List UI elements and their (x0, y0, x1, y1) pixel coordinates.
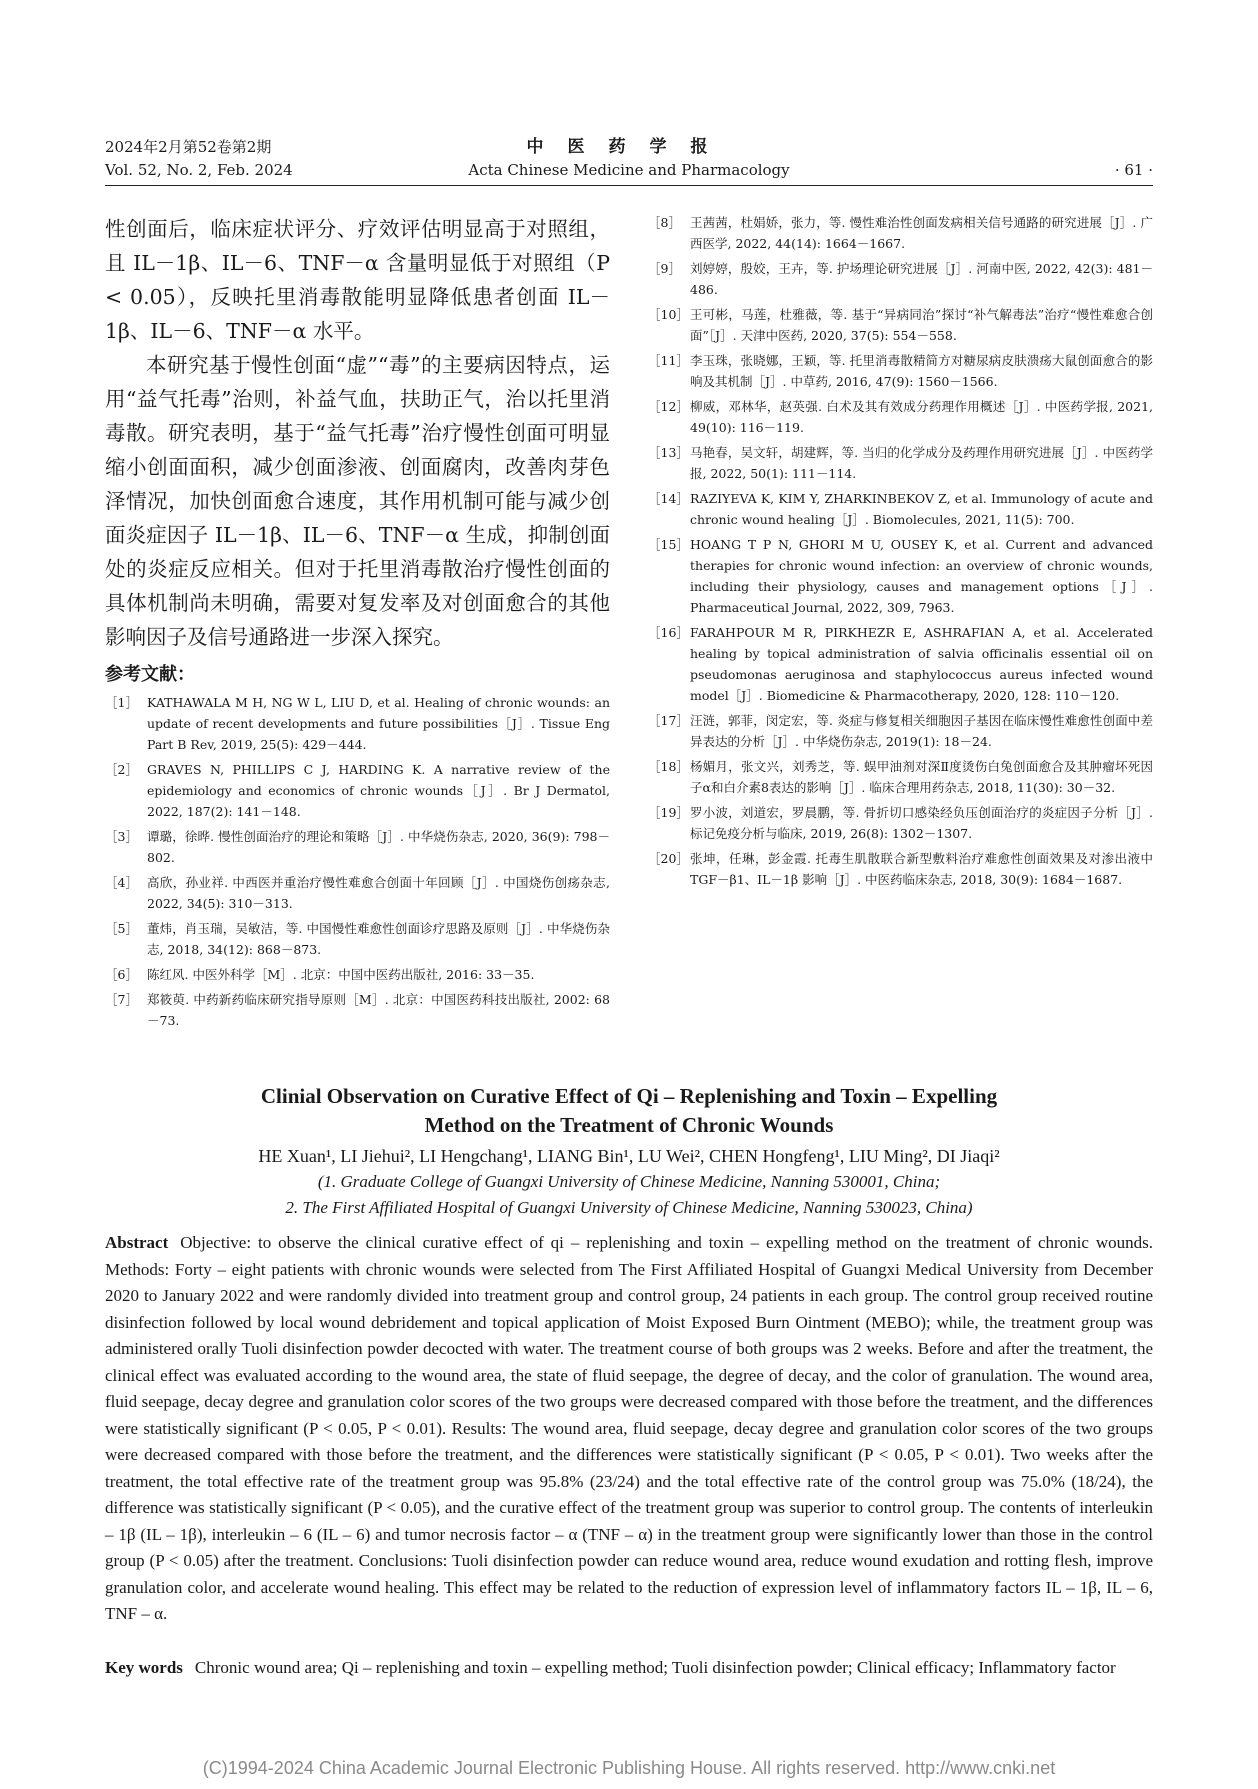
reference-text: 马艳春，吴文轩，胡建辉，等. 当归的化学成分及药理作用研究进展［J］. 中医药学报, 2022, 50(1): 111－114. (690, 445, 1153, 481)
reference-item (105, 918, 610, 960)
reference-number: ［10］ (648, 307, 689, 322)
reference-item (648, 848, 1153, 890)
reference-number: ［19］ (648, 805, 689, 820)
keywords-text: Chronic wound area; Qi – replenishing and toxin – expelling method; Tuoli disinfection powder; Clinical efficacy; Inflammatory factor (194, 1658, 1116, 1677)
reference-item (105, 826, 610, 868)
reference-item (105, 759, 610, 822)
reference-number: ［6］ (105, 967, 138, 982)
abstract (105, 1230, 1153, 1628)
reference-number: ［14］ (648, 491, 689, 506)
journal-name-en: Acta Chinese Medicine and Pharmacology (468, 161, 790, 179)
journal-name-zh: 中医药学报 (526, 137, 732, 157)
abstract-text: Objective: to observe the clinical curative effect of qi – replenishing and toxin – expelling method on the treatment of chronic wounds. Methods: Forty – eight patients with chronic wounds were selected from The First Affiliated Hospital of Guangxi Medical University from December 2020 to January 2022 and were randomly divided into treatment group and control group, 24 patients in each group. The control group received routine disinfection followed by local wound debridement and topical application of Moist Exposed Burn Ointment (MEBO); while, the treatment group was administered orally Tuoli disinfection powder decocted with water. The treatment course of both groups was 2 weeks. Before and after the treatment, the clinical effect was evaluated according to the wound area, the state of fluid seepage, the degree of decay, and the color of granulation. The wound area, fluid seepage, decay degree and granulation color scores of the two groups were decreased compared with those before the treatment, and the differences were statistically significant (P < 0.05, P < 0.01). Results: The wound area, fluid seepage, decay degree and granulation color scores of the two groups were decreased compared with those before the treatment, and the differences were statistically significant (P < 0.05, P < 0.01). Two weeks after the treatment, the total effective rate of the treatment group was 95.8% (23/24) and the total effective rate of the control group was 75.0% (18/24), the difference was statistically significant (P < 0.05), and the curative effect of the treatment group was superior to control group. The contents of interleukin – 1β (IL – 1β), interleukin – 6 (IL – 6) and tumor necrosis factor – α (TNF – α) in the treatment group were significantly lower than those in the control group (P < 0.05) after the treatment. Conclusions: Tuoli disinfection powder can reduce wound area, reduce wound exudation and rotting flesh, improve granulation color, and accelerate wound healing. This effect may be related to the reduction of expression level of inflammatory factors IL – 1β, IL – 6, TNF – α. (105, 1233, 1153, 1623)
reference-item (648, 304, 1153, 346)
reference-item (105, 692, 610, 755)
affiliation-2: 2. The First Affiliated Hospital of Guangxi University of Chinese Medicine, Nanning 530023, China) (285, 1198, 973, 1217)
reference-number: ［8］ (648, 215, 681, 230)
reference-number: ［20］ (648, 851, 689, 866)
reference-list (648, 212, 1153, 890)
reference-text: 高欣，孙业祥. 中西医并重治疗慢性难愈合创面十年回顾［J］. 中国烧伤创疡杂志, 2022, 34(5): 310－313. (147, 875, 610, 911)
issue-zh: 2024年2月第52卷第2期 (105, 138, 272, 156)
body-paragraph: 性创面后，临床症状评分、疗效评估明显高于对照组，且 IL－1β、IL－6、TNF－α 含量明显低于对照组（P < 0.05），反映托里消毒散能明显降低患者创面 IL－1β、IL－6、TNF－α 水平。 (105, 217, 610, 343)
reference-text: RAZIYEVA K, KIM Y, ZHARKINBEKOV Z, et al. Immunology of acute and chronic wound healing［J］. Biomolecules, 2021, 11(5): 700. (690, 491, 1153, 527)
reference-number: ［16］ (648, 625, 689, 640)
english-authors: HE Xuan¹, LI Jiehui², LI Hengchang¹, LIANG Bin¹, LU Wei², CHEN Hongfeng¹, LIU Ming², DI Jiaqi² (258, 1146, 1000, 1166)
reference-text: 谭璐，徐晔. 慢性创面治疗的理论和策略［J］. 中华烧伤杂志, 2020, 36(9): 798－802. (147, 829, 610, 865)
reference-number: ［4］ (105, 875, 138, 890)
reference-number: ［9］ (648, 261, 681, 276)
abstract-label: Abstract (105, 1233, 169, 1252)
reference-number: ［18］ (648, 759, 689, 774)
header-rule (105, 185, 1153, 186)
reference-number: ［5］ (105, 921, 138, 936)
reference-text: 李玉珠，张晓娜，王颖，等. 托里消毒散精简方对糖尿病皮肤溃疡大鼠创面愈合的影响及其机制［J］. 中草药, 2016, 47(9): 1560－1566. (690, 353, 1153, 389)
reference-number: ［7］ (105, 992, 138, 1007)
reference-item (648, 350, 1153, 392)
reference-number: ［3］ (105, 829, 138, 844)
reference-item (648, 258, 1153, 300)
reference-number: ［13］ (648, 445, 689, 460)
left-column (105, 212, 610, 1035)
reference-number: ［1］ (105, 695, 138, 710)
reference-text: 罗小波，刘道宏，罗晨鹏，等. 骨折切口感染经负压创面治疗的炎症因子分析［J］. 标记免疫分析与临床, 2019, 26(8): 1302－1307. (690, 805, 1153, 841)
reference-text: GRAVES N, PHILLIPS C J, HARDING K. A narrative review of the epidemiology and economics of chronic wounds［J］. Br J Dermatol, 2022, 187(2): 141－148. (147, 762, 610, 819)
reference-item (648, 488, 1153, 530)
body-paragraph: 本研究基于慢性创面“虚”“毒”的主要病因特点，运用“益气托毒”治则，补益气血，扶助正气，治以托里消毒散。研究表明，基于“益气托毒”治疗慢性创面可明显缩小创面面积，减少创面渗液、创面腐肉，改善肉芽色泽情况，加快创面愈合速度，其作用机制可能与减少创面炎症因子 IL－1β、IL－6、TNF－α 生成，抑制创面处的炎症反应相关。但对于托里消毒散治疗慢性创面的具体机制尚未明确，需要对复发率及对创面愈合的其他影响因子及信号通路进一步深入探究。 (105, 353, 610, 649)
reference-text: HOANG T P N, GHORI M U, OUSEY K, et al. Current and advanced therapies for chronic wound infection: an overview of chronic wounds, including their physiology, causes and management options［J］. Pharmaceutical Journal, 2022, 309, 7963. (690, 537, 1153, 615)
reference-list (105, 692, 610, 1031)
reference-item (648, 622, 1153, 706)
reference-text: 刘婷婷，殷姣，王卉，等. 护场理论研究进展［J］. 河南中医, 2022, 42(3): 481－486. (690, 261, 1153, 297)
keywords (105, 1655, 1153, 1682)
reference-item (648, 710, 1153, 752)
reference-number: ［15］ (648, 537, 689, 552)
reference-item (648, 802, 1153, 844)
copyright-footer: (C)1994-2024 China Academic Journal Electronic Publishing House. All rights reserved. http://www.cnki.net (202, 1758, 1056, 1778)
reference-text: 汪涟，郭菲，闵定宏，等. 炎症与修复相关细胞因子基因在临床慢性难愈性创面中差异表达的分析［J］. 中华烧伤杂志, 2019(1): 18－24. (690, 713, 1153, 749)
reference-text: 王茜茜，杜娟娇，张力，等. 慢性难治性创面发病相关信号通路的研究进展［J］. 广西医学, 2022, 44(14): 1664－1667. (690, 215, 1153, 251)
reference-text: 郑筱萸. 中药新药临床研究指导原则［M］. 北京：中国医药科技出版社, 2002: 68－73. (147, 992, 610, 1028)
reference-text: FARAHPOUR M R, PIRKHEZR E, ASHRAFIAN A, et al. Accelerated healing by topical administration of salvia officinalis essential oil on pseudomonas aeruginosa and staphylococcus aureus infected wound model［J］. Biomedicine & Pharmacotherapy, 2020, 128: 110－120. (690, 625, 1153, 703)
reference-number: ［12］ (648, 399, 689, 414)
english-title-line: Method on the Treatment of Chronic Wounds (424, 1113, 834, 1137)
reference-item (648, 212, 1153, 254)
reference-item (648, 442, 1153, 484)
reference-number: ［11］ (648, 353, 689, 368)
issue-en: Vol. 52, No. 2, Feb. 2024 (105, 161, 293, 179)
reference-item (105, 989, 610, 1031)
page-number: · 61 · (1114, 161, 1153, 179)
reference-text: 董炜，肖玉瑞，吴敏洁，等. 中国慢性难愈性创面诊疗思路及原则［J］. 中华烧伤杂志, 2018, 34(12): 868－873. (147, 921, 610, 957)
page-header (105, 134, 1153, 186)
english-title (105, 1082, 1153, 1140)
keywords-label: Key words (105, 1658, 183, 1677)
english-title-line: Clinial Observation on Curative Effect of Qi – Replenishing and Toxin – Expelling (260, 1084, 998, 1108)
reference-text: 张坤，任琳，彭金霞. 托毒生肌散联合新型敷料治疗难愈性创面效果及对渗出液中 TGF－β1、IL－1β 影响［J］. 中医药临床杂志, 2018, 30(9): 1684－1687. (690, 851, 1153, 887)
reference-item (648, 534, 1153, 618)
right-column (648, 212, 1153, 894)
reference-text: 陈红风. 中医外科学［M］. 北京：中国中医药出版社, 2016: 33－35. (147, 967, 535, 982)
reference-item (648, 396, 1153, 438)
reference-item (105, 964, 610, 985)
references-heading: 参考文献： (105, 664, 195, 685)
reference-text: 杨媚月，张文兴，刘秀芝，等. 蜈甲油剂对深Ⅱ度烫伤白兔创面愈合及其肿瘤坏死因子α和白介素8表达的影响［J］. 临床合理用药杂志, 2018, 11(30): 30－32. (690, 759, 1153, 795)
reference-text: 王可彬，马莲，杜雅薇，等. 基于“异病同治”探讨“补气解毒法”治疗“慢性难愈合创面”［J］. 天津中医药, 2020, 37(5): 554－558. (690, 307, 1153, 343)
affiliation-1: (1. Graduate College of Guangxi University of Chinese Medicine, Nanning 530001, China; (317, 1172, 941, 1191)
reference-text: KATHAWALA M H, NG W L, LIU D, et al. Healing of chronic wounds: an update of recent developments and future possibilities［J］. Tissue Eng Part B Rev, 2019, 25(5): 429－444. (147, 695, 610, 752)
reference-number: ［17］ (648, 713, 689, 728)
reference-item (105, 872, 610, 914)
reference-text: 柳威，邓林华，赵英强. 白术及其有效成分药理作用概述［J］. 中医药学报, 2021, 49(10): 116－119. (690, 399, 1153, 435)
journal-name (105, 136, 1153, 182)
reference-number: ［2］ (105, 762, 138, 777)
reference-item (648, 756, 1153, 798)
